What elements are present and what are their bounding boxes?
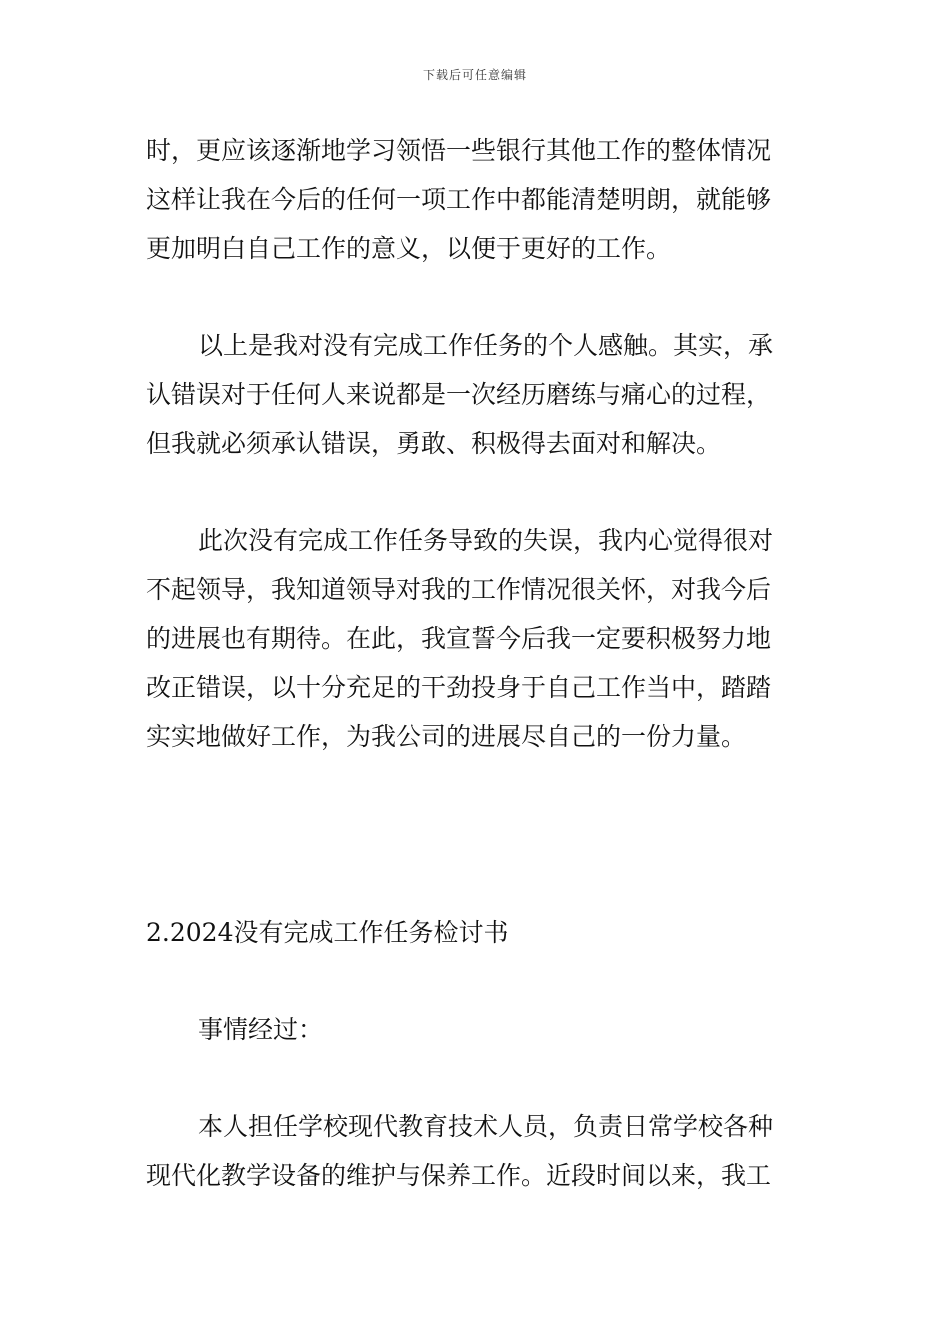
text-line: 实实地做好工作，为我公司的进展尽自己的一份力量。: [146, 722, 747, 751]
paragraph-2: [146, 321, 814, 468]
text-line: 的进展也有期待。在此，我宣誓今后我一定要积极努力地: [146, 624, 772, 653]
text-line: 但我就必须承认错误，勇敢、积极得去面对和解决。: [146, 429, 722, 458]
paragraph-1: [146, 126, 814, 273]
text-line: 这样让我在今后的任何一项工作中都能清楚明朗，就能够: [146, 185, 772, 214]
text-line: 现代化教学设备的维护与保养工作。近段时间以来，我工: [146, 1161, 772, 1190]
text-line: 时，更应该逐渐地学习领悟一些银行其他工作的整体情况: [146, 136, 772, 165]
text-line: 不起领导，我知道领导对我的工作情况很关怀，对我今后: [146, 575, 772, 604]
text-line: 更加明白自己工作的意义，以便于更好的工作。: [146, 234, 672, 263]
page-header: 下载后可任意编辑: [422, 68, 527, 82]
text-line: 改正错误，以十分充足的干劲投身于自己工作当中，踏踏: [146, 673, 772, 702]
text-line: 本人担任学校现代教育技术人员，负责日常学校各种: [198, 1112, 774, 1141]
paragraph-3: [146, 516, 814, 761]
text-line: 此次没有完成工作任务导致的失误，我内心觉得很对: [198, 526, 774, 555]
text-line: 以上是我对没有完成工作任务的个人感触。其实，承: [198, 331, 774, 360]
document-body: [146, 126, 814, 1200]
section-title: 2.2024没有完成工作任务检讨书: [146, 918, 509, 947]
text-line: 事情经过：: [198, 1015, 324, 1044]
paragraph-5: [146, 1102, 814, 1200]
paragraph-4: [146, 1005, 814, 1054]
text-line: 认错误对于任何人来说都是一次经历磨练与痛心的过程，: [146, 380, 772, 409]
